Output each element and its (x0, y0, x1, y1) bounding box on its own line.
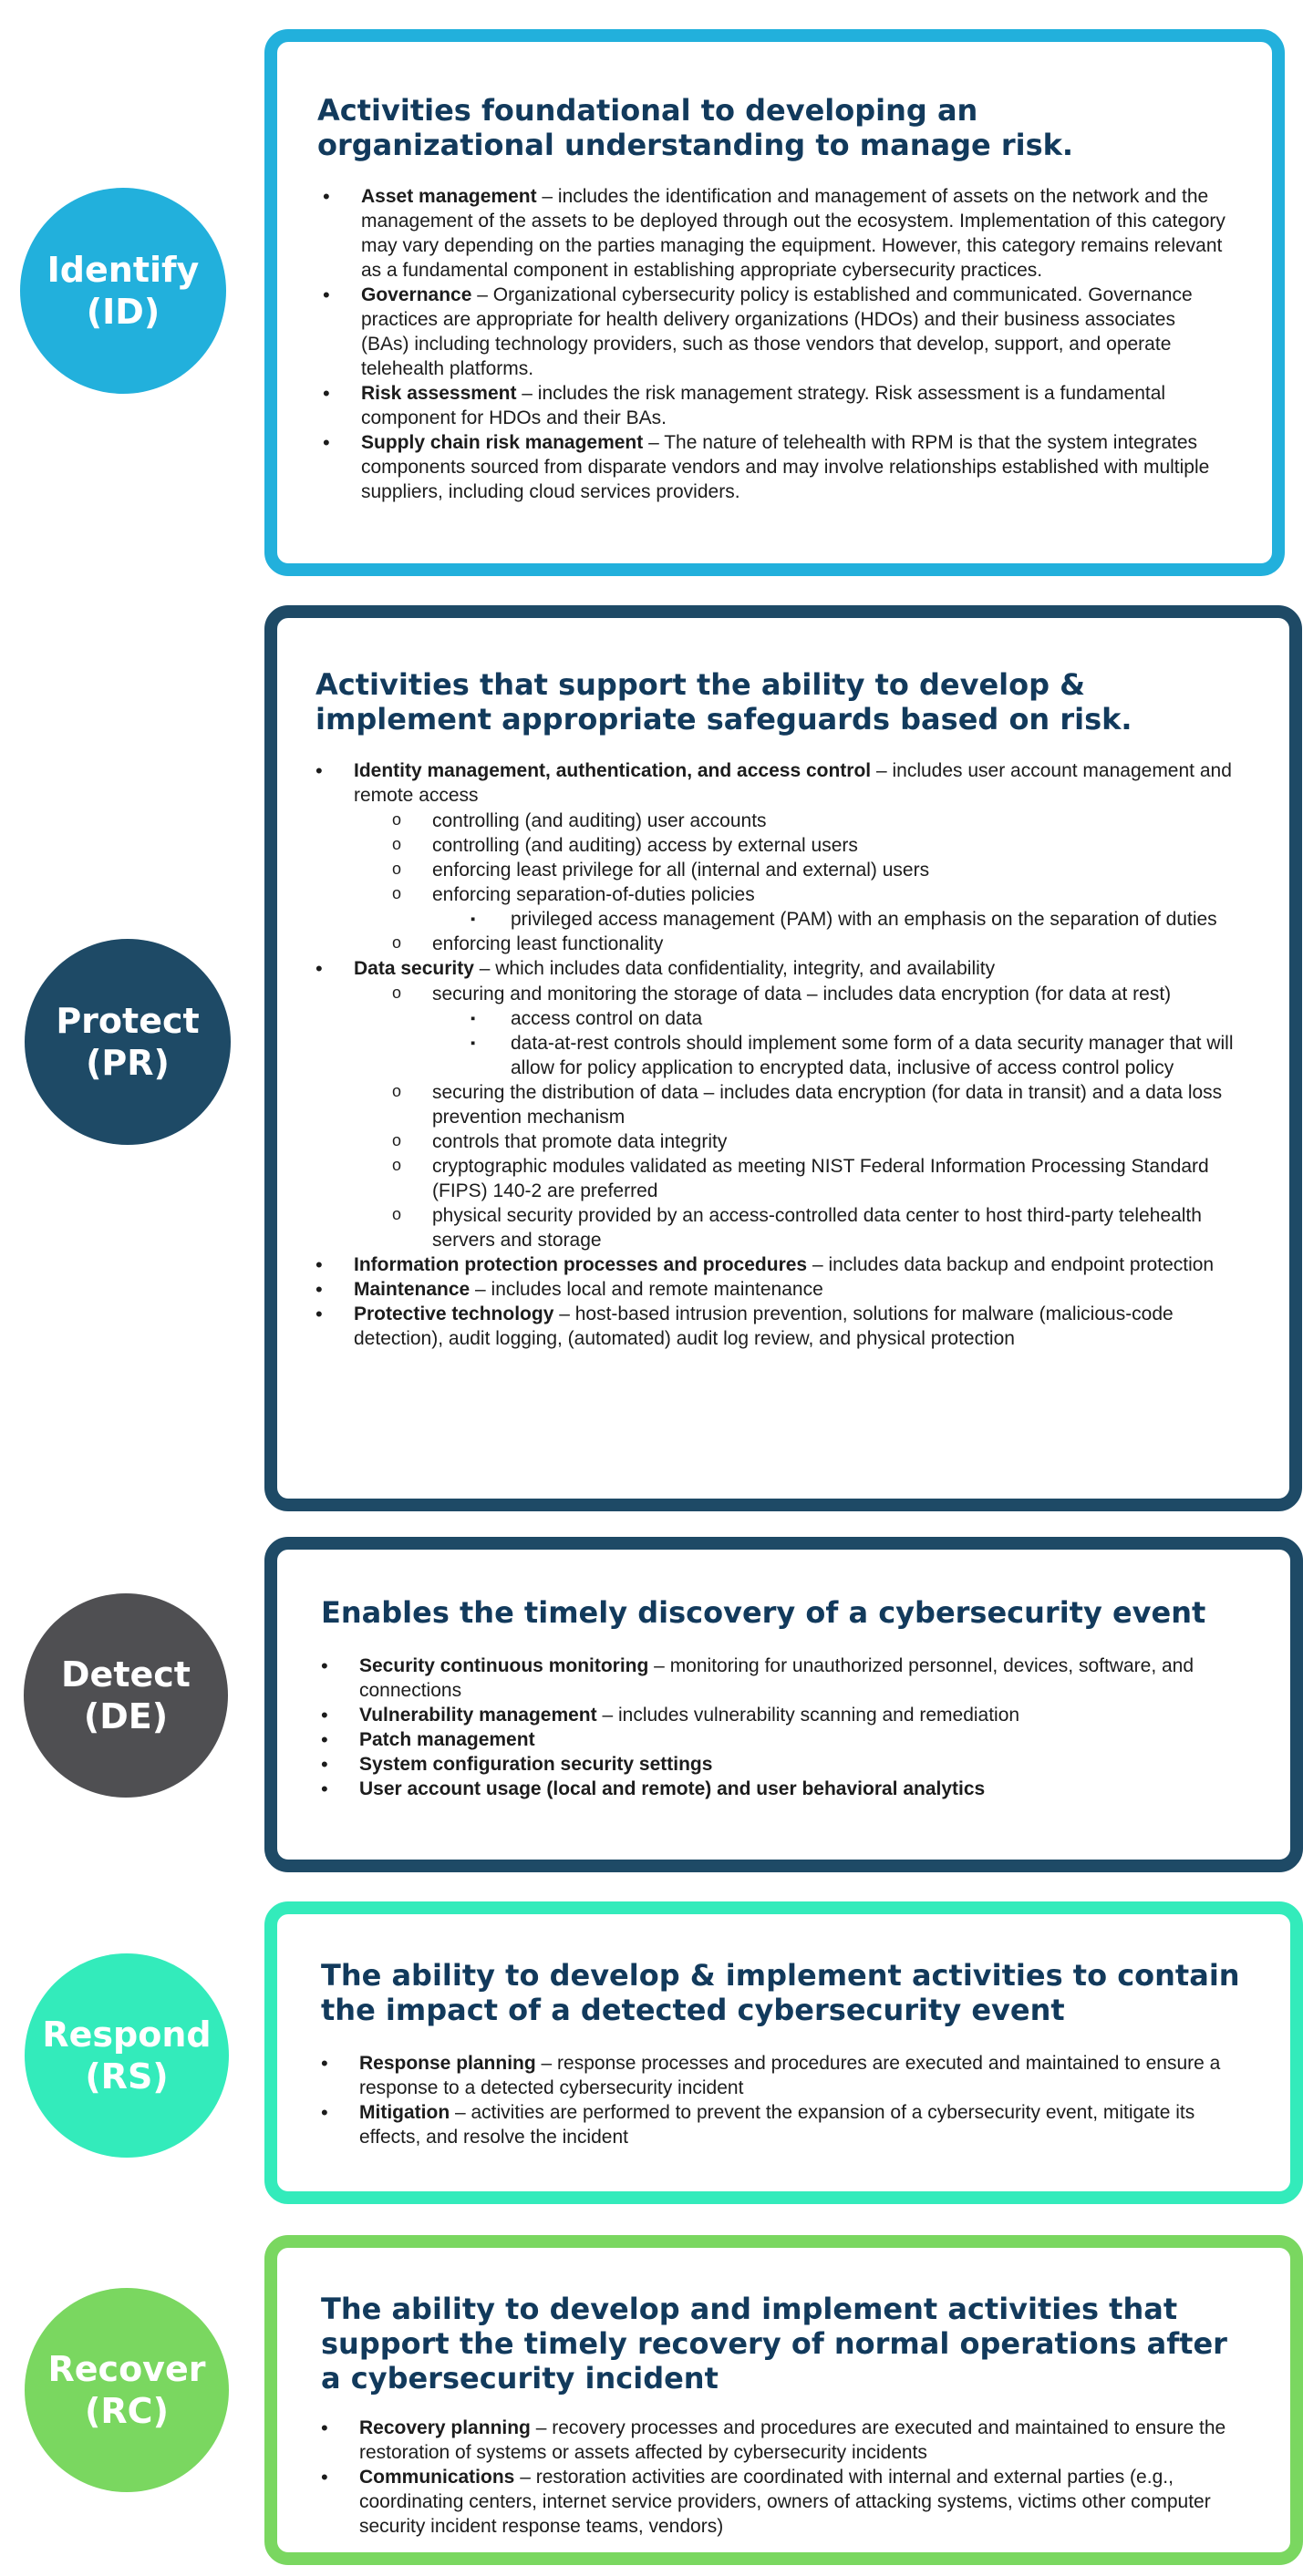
circle-label: Detect (61, 1654, 191, 1695)
item-text: – includes local and remote maintenance (470, 1279, 823, 1300)
recover-box (264, 2235, 1303, 2565)
list-item (321, 1727, 1254, 1752)
identify-list (323, 184, 1226, 504)
list-item (321, 1752, 1254, 1777)
circle-abbrev: (RC) (85, 2391, 169, 2431)
item-text: – includes user account management and remote access (354, 760, 1232, 806)
item-text: – Organizational cybersecurity policy is established and communicated. Governance practices are appropriate for health delivery organizations (HDOs) and their business associates (BAs) including technology providers, such as those vendors that develop, support, and operate telehealth platforms. (361, 284, 1193, 379)
circle-label: Identify (47, 250, 200, 290)
sub-sub-list-item: ▪ privileged access management (PAM) with an emphasis on the separation of duties (432, 907, 1253, 932)
identify-circle (20, 188, 226, 394)
sub-item-text: controlling (and auditing) user accounts (432, 810, 767, 831)
identify-box (264, 29, 1285, 576)
item-text: – includes the identification and management of assets on the network and the management of the assets to be deployed through out the ecosystem. Implementation of this category may vary depending on the parties managing the equipment. However, this category remains relevant as a fundamental component in establishing appropriate cybersecurity practices. (361, 186, 1225, 281)
list-item (315, 1252, 1253, 1277)
item-text: – restoration activities are coordinated with internal and external parties (e.g., coordinating centers, internet service providers, owners of attacking systems, victims other computer security incident response teams, vendors) (359, 2467, 1211, 2537)
sub-sub-list-item: ▪ access control on data (432, 1006, 1253, 1031)
circle-label: Recover (47, 2349, 206, 2389)
protect-box (264, 605, 1302, 1511)
sub-list-item (354, 809, 1253, 833)
sub-item-text: securing the distribution of data – includes data encryption (for data in transit) and a data loss prevention mechanism (432, 1082, 1223, 1128)
sub-list-item (354, 932, 1253, 956)
item-term: Vulnerability management (359, 1705, 597, 1726)
sub-sub-list (432, 1006, 1253, 1080)
list-item (321, 1703, 1254, 1727)
sub-list-item (354, 1080, 1253, 1129)
item-text: – The nature of telehealth with RPM is that the system integrates components sourced from disparate vendors and may involve relationships established with multiple suppliers, including cloud services providers. (361, 432, 1210, 502)
item-term: Identity management, authentication, and access control (354, 760, 872, 781)
item-text: – monitoring for unauthorized personnel, devices, software, and connections (359, 1655, 1194, 1701)
item-term: Governance (361, 284, 472, 305)
circle-abbrev: (PR) (86, 1043, 170, 1083)
identify-title: Activities foundational to developing an organizational understanding to manage risk. (317, 93, 1074, 162)
item-text: – includes the risk management strategy. Risk assessment is a fundamental component for HDOs and their BAs. (361, 383, 1166, 428)
item-text: – response processes and procedures are executed and maintained to ensure a response to a detected cybersecurity incident (359, 2053, 1221, 2098)
sub-list-item (354, 1203, 1253, 1252)
list-item (315, 956, 1253, 1252)
sub-list-item (354, 858, 1253, 882)
circle-label: Protect (56, 1001, 200, 1041)
circle-label: Respond (42, 2014, 212, 2055)
respond-list (321, 2051, 1254, 2149)
sub-sub-list (432, 907, 1253, 932)
list-item (315, 1277, 1253, 1302)
detect-title: Enables the timely discovery of a cybersecurity event (321, 1595, 1206, 1630)
sub-item-text: securing and monitoring the storage of data – includes data encryption (for data at rest) (432, 984, 1172, 1005)
list-item (321, 2416, 1254, 2465)
list-item (323, 283, 1226, 381)
item-term: Communications (359, 2467, 515, 2488)
sub-list (354, 982, 1253, 1252)
recover-list (321, 2416, 1254, 2539)
item-term: Data security (354, 958, 474, 979)
list-item (321, 1777, 1254, 1801)
item-term: System configuration security settings (359, 1754, 713, 1775)
recover-circle (25, 2288, 229, 2492)
respond-box (264, 1901, 1303, 2204)
item-term: Supply chain risk management (361, 432, 644, 453)
list-item (321, 2051, 1254, 2100)
protect-list (315, 758, 1253, 1351)
item-term: Maintenance (354, 1279, 471, 1300)
protect-circle (25, 939, 231, 1145)
item-text: – recovery processes and procedures are executed and maintained to ensure the restoration of systems or assets affected by cybersecurity incidents (359, 2417, 1226, 2463)
sub-list (354, 809, 1253, 956)
protect-title: Activities that support the ability to develop & implement appropriate safeguards based on risk. (315, 667, 1132, 737)
respond-title: The ability to develop & implement activities to contain the impact of a detected cybersecurity event (321, 1958, 1240, 2027)
item-text: – includes data backup and endpoint protection (807, 1254, 1215, 1275)
item-text: – host-based intrusion prevention, solutions for malware (malicious-code detection), audit logging, (automated) audit log review, and physical protection (354, 1303, 1174, 1349)
sub-item-text: enforcing separation-of-duties policies (432, 884, 755, 905)
sub-sub-list-item: ▪ data-at-rest controls should implement some form of a data security manager that will allow for policy application to encrypted data, inclusive of access control policy (432, 1031, 1253, 1080)
item-term: Recovery planning (359, 2417, 531, 2438)
list-item (315, 1302, 1253, 1351)
detect-list (321, 1654, 1254, 1801)
sub-item-text: cryptographic modules validated as meeting NIST Federal Information Processing Standard (FIPS) 140-2 are preferred (432, 1156, 1209, 1201)
sub-list-item (354, 982, 1253, 1080)
recover-title: The ability to develop and implement activities that support the timely recovery of normal operations after a cybersecurity incident (321, 2292, 1227, 2396)
list-item (315, 758, 1253, 956)
respond-circle (25, 1953, 229, 2158)
item-term: Mitigation (359, 2102, 450, 2123)
list-item (321, 2100, 1254, 2149)
item-text: – includes vulnerability scanning and remediation (596, 1705, 1020, 1726)
circle-abbrev: (RS) (85, 2056, 169, 2097)
sub-list-item (354, 1129, 1253, 1154)
item-term: Patch management (359, 1729, 535, 1750)
item-term: Asset management (361, 186, 537, 207)
list-item (323, 381, 1226, 430)
list-item (321, 2465, 1254, 2539)
list-item (323, 430, 1226, 504)
item-text: – which includes data confidentiality, integrity, and availability (473, 958, 996, 979)
sub-list-item (354, 882, 1253, 932)
sub-item-text: controlling (and auditing) access by external users (432, 835, 858, 856)
sub-item-text: enforcing least functionality (432, 933, 664, 954)
item-term: Protective technology (354, 1303, 554, 1324)
item-term: User account usage (local and remote) and user behavioral analytics (359, 1778, 986, 1799)
item-term: Information protection processes and procedures (354, 1254, 808, 1275)
list-item (323, 184, 1226, 283)
list-item (321, 1654, 1254, 1703)
item-text: – activities are performed to prevent the expansion of a cybersecurity event, mitigate its effects, and resolve the incident (359, 2102, 1195, 2148)
sub-item-text: controls that promote data integrity (432, 1131, 728, 1152)
circle-abbrev: (DE) (83, 1696, 169, 1736)
detect-box (264, 1537, 1303, 1872)
item-term: Response planning (359, 2053, 536, 2074)
sub-item-text: enforcing least privilege for all (internal and external) users (432, 860, 930, 881)
detect-circle (24, 1593, 228, 1798)
circle-abbrev: (ID) (86, 292, 160, 332)
sub-item-text: physical security provided by an access-controlled data center to host third-party telehealth servers and storage (432, 1205, 1202, 1251)
sub-list-item (354, 1154, 1253, 1203)
sub-list-item (354, 833, 1253, 858)
item-term: Security continuous monitoring (359, 1655, 649, 1676)
item-term: Risk assessment (361, 383, 517, 404)
